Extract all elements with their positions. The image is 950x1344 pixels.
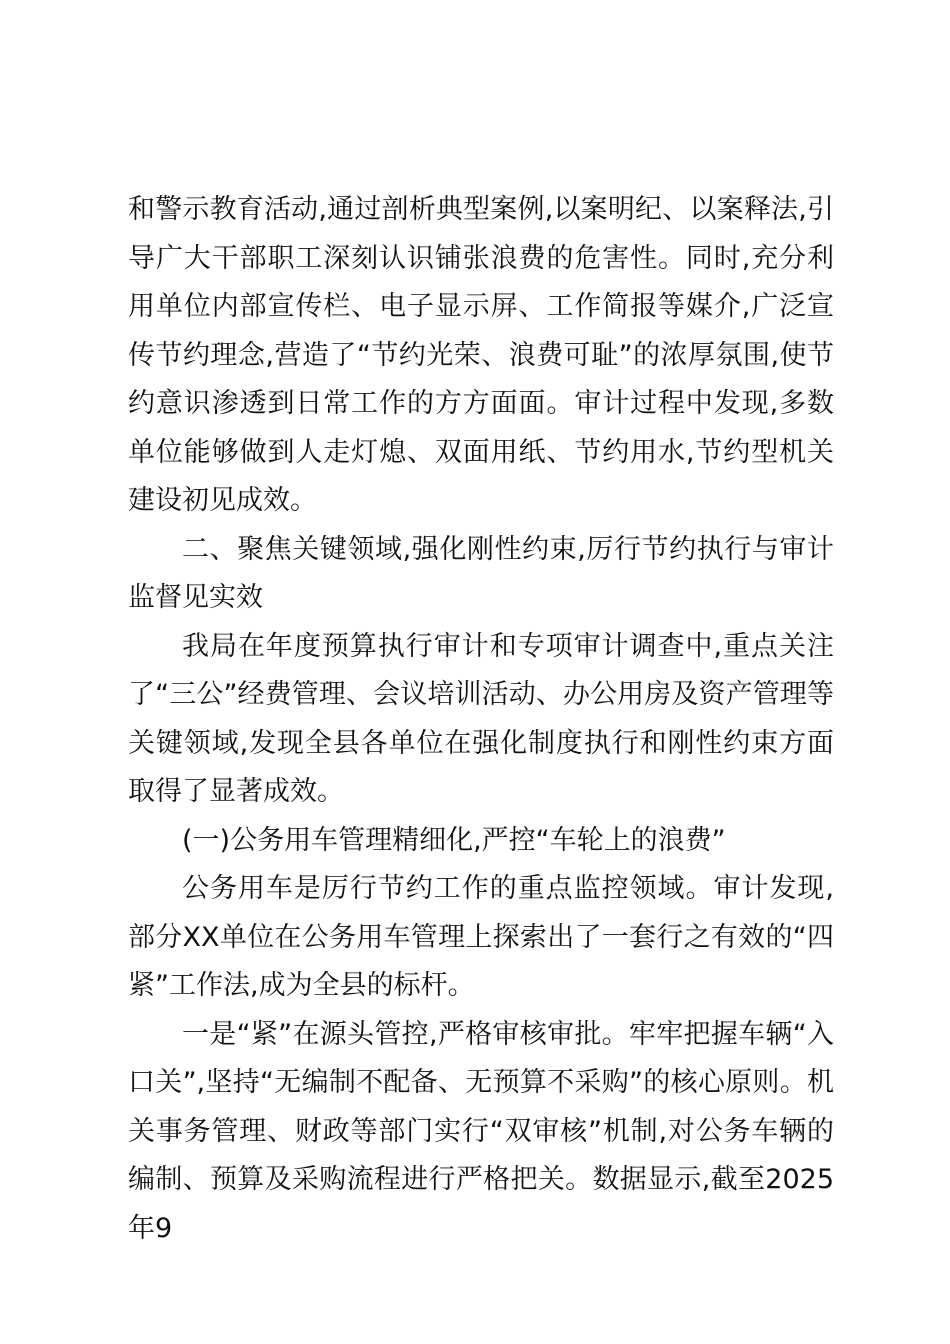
paragraph-continuation: 和警示教育活动,通过剖析典型案例,以案明纪、以案释法,引导广大干部职工深刻认识铺张浪费的危害性。同时,充分利用单位内部宣传栏、电子显示屏、工作简报等媒介,广泛宣传节约理念,营造了“节约光荣、浪费可耻”的浓厚氛围,使节约意识渗透到日常工作的方方面面。审计过程中发现,多数单位能够做到人走灯熄、双面用纸、节约用水,节约型机关建设初见成效。 [128, 194, 834, 516]
document-body [128, 186, 834, 1253]
section-heading-2: 二、聚焦关键领域,强化刚性约束,厉行节约执行与审计监督见实效 [128, 533, 834, 613]
paragraph-first-point: 一是“紧”在源头管控,严格审核审批。牢牢把握车辆“入口关”,坚持“无编制不配备、无预算不采购”的核心原则。机关事务管理、财政等部门实行“双审核”机制,对公务车辆的编制、预算及采购流程进行严格把关。数据显示,截至2025年9 [128, 1018, 834, 1244]
subsection-heading-1: (一)公务用车管理精细化,严控“车轮上的浪费” [182, 824, 726, 856]
paragraph-vehicle-management: 公务用车是厉行节约工作的重点监控领域。审计发现,部分XX单位在公务用车管理上探索出了一套行之有效的“四紧”工作法,成为全县的标杆。 [128, 873, 834, 1001]
paragraph-audit-overview: 我局在年度预算执行审计和专项审计调查中,重点关注了“三公”经费管理、会议培训活动、办公用房及资产管理等关键领域,发现全县各单位在强化制度执行和刚性约束方面取得了显著成效。 [128, 630, 834, 807]
